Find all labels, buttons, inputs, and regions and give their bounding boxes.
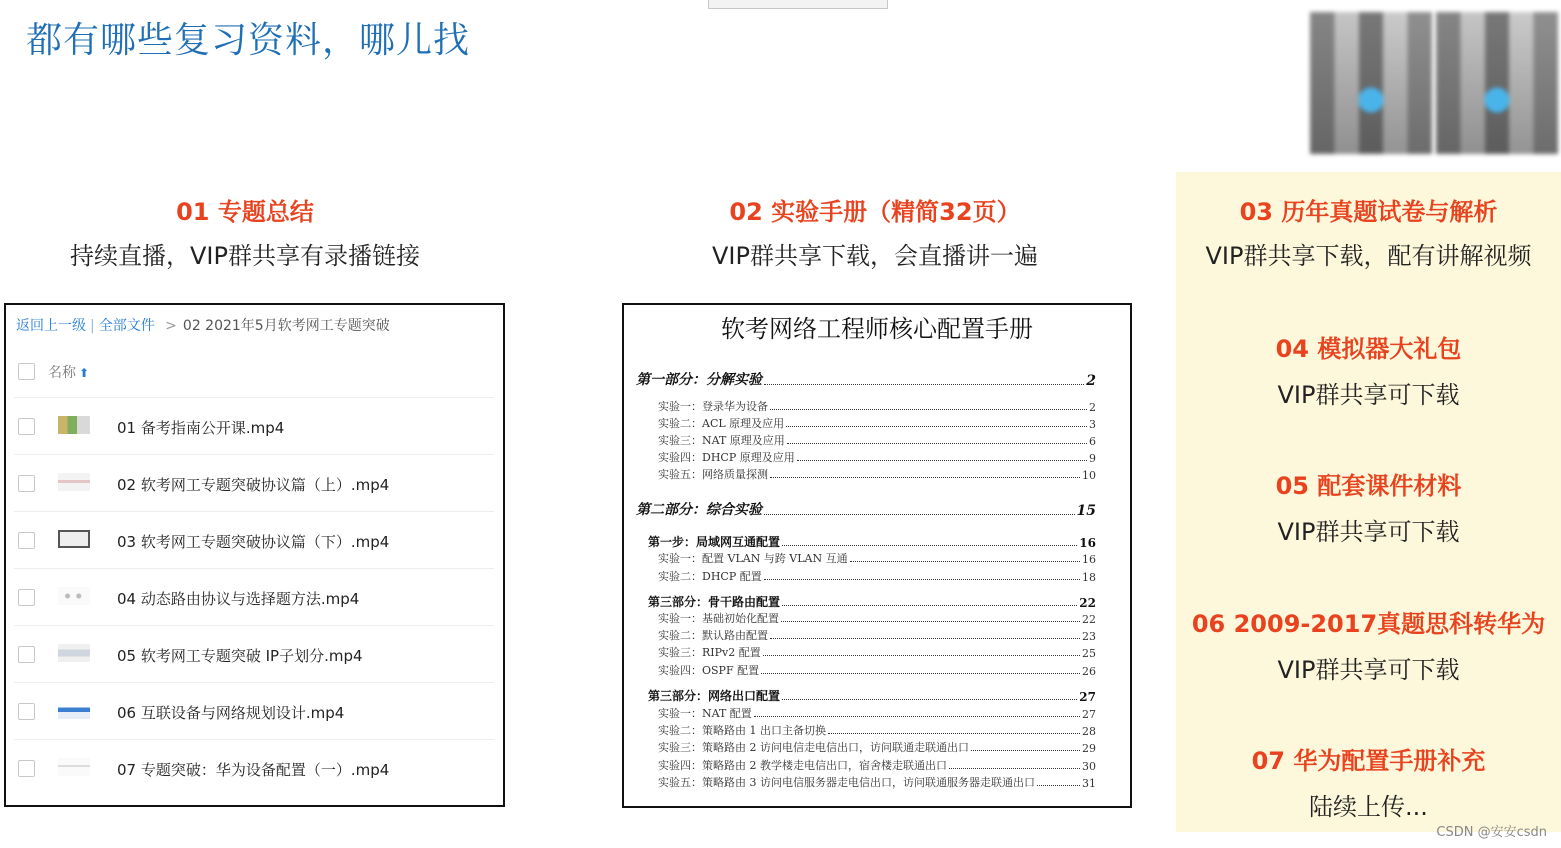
toc-entry [658, 757, 1096, 773]
toc-leader [797, 460, 1087, 461]
toc-leader [949, 768, 1080, 769]
file-row[interactable] [14, 397, 494, 454]
file-browser-panel [4, 303, 505, 807]
toc-entry [658, 662, 1096, 678]
file-checkbox[interactable] [18, 646, 35, 663]
toc-page-number: 3 [1089, 418, 1096, 431]
file-checkbox[interactable] [18, 760, 35, 777]
file-row[interactable] [14, 739, 494, 796]
toc-leader [764, 514, 1075, 515]
manual-toc-panel [622, 303, 1132, 808]
toc-page-number: 16 [1079, 536, 1096, 550]
toc-leader [770, 477, 1080, 478]
file-row[interactable] [14, 625, 494, 682]
subtitle-02: VIP群共享下载，会直播讲一遍 [712, 242, 1038, 270]
toc-leader [770, 638, 1080, 639]
subtitle-01: 持续直播，VIP群共享有录播链接 [70, 242, 420, 270]
toc-leader [764, 384, 1084, 385]
toc-entry [658, 722, 1096, 738]
file-name[interactable]: 01 备考指南公开课.mp4 [117, 419, 285, 437]
toc-entry [658, 627, 1096, 643]
toc-entry [658, 610, 1096, 626]
file-row[interactable] [14, 511, 494, 568]
toc-page-number: 16 [1082, 553, 1096, 566]
file-list-header [14, 359, 494, 389]
toc-page-number: 26 [1082, 665, 1096, 678]
heading-01: 01 专题总结 [176, 198, 314, 226]
toc-page-number: 29 [1082, 742, 1096, 755]
heading-07: 07 华为配置手册补充 [1251, 747, 1486, 775]
toc-entry-text: 第三部分：网络出口配置 [648, 689, 781, 703]
toc-leader [786, 426, 1087, 427]
file-row[interactable] [14, 568, 494, 625]
subtitle-04: VIP群共享可下载 [1277, 381, 1460, 409]
video-thumbnail-icon [58, 473, 90, 491]
toc-leader [770, 409, 1087, 410]
toc-leader [782, 545, 1077, 546]
subtitle-07: 陆续上传... [1309, 793, 1428, 821]
name-column-header[interactable]: 名称 [48, 365, 76, 381]
file-checkbox[interactable] [18, 703, 35, 720]
toc-entry [658, 398, 1096, 414]
toc-entry-text: 实验一：NAT 配置 [658, 707, 752, 720]
video-thumbnail-icon [58, 701, 90, 719]
file-name[interactable]: 03 软考网工专题突破协议篇（下）.mp4 [117, 533, 390, 551]
toc-entry-text: 实验一：登录华为设备 [658, 400, 768, 413]
file-list [14, 397, 494, 796]
video-thumbnail-icon [58, 644, 90, 662]
toc-entry [658, 705, 1096, 721]
breadcrumb: 返回上一级 | 全部文件 > 02 2021年5月软考网工专题突破 [16, 318, 390, 334]
toc-leader [787, 443, 1087, 444]
all-files-link[interactable]: 全部文件 [98, 318, 155, 334]
toc-entry [648, 687, 1096, 704]
file-checkbox[interactable] [18, 475, 35, 492]
toc-page-number: 9 [1089, 452, 1096, 465]
toc-entry-text: 第三部分：骨干路由配置 [648, 595, 781, 609]
subtitle-06: VIP群共享可下载 [1277, 656, 1460, 684]
toc-page-number: 23 [1082, 630, 1096, 643]
toc-entry-text: 实验二：默认路由配置 [658, 629, 768, 642]
toc-page-number: 31 [1082, 777, 1096, 790]
toc-entry-text: 实验三：NAT 原理及应用 [658, 434, 785, 447]
toc-page-number: 22 [1079, 596, 1096, 610]
video-thumbnail-icon [58, 416, 90, 434]
toc-page-number: 18 [1082, 571, 1096, 584]
toc-leader [971, 750, 1080, 751]
toc-leader [782, 605, 1077, 606]
toc-entry-text: 第二部分：综合实验 [636, 502, 762, 518]
file-name[interactable]: 07 专题突破：华为设备配置（一）.mp4 [117, 761, 390, 779]
toc-leader [828, 733, 1080, 734]
toc-entry-text: 实验一：配置 VLAN 与跨 VLAN 互通 [658, 552, 848, 565]
file-checkbox[interactable] [18, 532, 35, 549]
toc-entry-text: 实验一：基础初始化配置 [658, 612, 779, 625]
current-folder: 02 2021年5月软考网工专题突破 [182, 318, 390, 334]
watermark: CSDN @安安csdn [1436, 825, 1547, 840]
video-thumbnail-icon [58, 530, 90, 548]
toc-page-number: 2 [1089, 401, 1096, 414]
toc-leader [850, 561, 1080, 562]
toc-entry [658, 550, 1096, 566]
heading-06: 06 2009-2017真题思科转华为 [1191, 610, 1546, 638]
toc-page-number: 10 [1082, 469, 1096, 482]
toc-leader [781, 621, 1080, 622]
toc-entry-text: 实验五：网络质量探测 [658, 468, 768, 481]
subtitle-03: VIP群共享下载，配有讲解视频 [1205, 242, 1532, 270]
toc-page-number: 27 [1079, 690, 1096, 704]
toc-entry [658, 644, 1096, 660]
toc-entry-text: 实验二：DHCP 配置 [658, 570, 762, 583]
file-row[interactable] [14, 454, 494, 511]
toc-leader [761, 673, 1080, 674]
toc-entry [658, 568, 1096, 584]
toc-entry-text: 实验四：策略路由 2 教学楼走电信出口，宿舍楼走联通出口 [658, 759, 947, 772]
toc-page-number: 6 [1089, 435, 1096, 448]
toc-entry [658, 466, 1096, 482]
toc-entry-text: 实验三：策略路由 2 访问电信走电信出口，访问联通走联通出口 [658, 741, 969, 754]
toc-leader [763, 655, 1080, 656]
video-thumbnail-icon [58, 587, 90, 605]
toc-entry-text: 实验四：DHCP 原理及应用 [658, 451, 795, 464]
toc-leader [782, 699, 1077, 700]
toc-entry-text: 实验三：RIPv2 配置 [658, 646, 761, 659]
toc-page-number: 27 [1082, 708, 1096, 721]
back-link[interactable]: 返回上一级 [16, 318, 86, 334]
highlight-panel [1176, 172, 1561, 832]
toc-entry-text: 实验二：策略路由 1 出口主备切换 [658, 724, 826, 737]
page-title: 都有哪些复习资料，哪儿找 [26, 20, 471, 61]
toc-entry [658, 449, 1096, 465]
file-row[interactable] [14, 682, 494, 739]
video-thumbnail-icon [58, 758, 90, 776]
heading-03: 03 历年真题试卷与解析 [1239, 198, 1498, 226]
file-checkbox[interactable] [18, 418, 35, 435]
sort-up-arrow-icon[interactable]: ⬆ [79, 366, 90, 380]
file-name[interactable]: 04 动态路由协议与选择题方法.mp4 [117, 590, 360, 608]
toc-entry-text: 实验五：策略路由 3 访问电信服务器走电信出口，访问联通服务器走联通出口 [658, 776, 1035, 789]
top-tab [708, 0, 888, 9]
toc-page-number: 28 [1082, 725, 1096, 738]
toc-leader [1037, 785, 1080, 786]
toc-entry [658, 774, 1096, 790]
qr-code-icon [1436, 12, 1558, 154]
breadcrumb-separator: > [165, 318, 177, 334]
toc-page-number: 2 [1086, 373, 1096, 389]
toc-entry [648, 533, 1096, 550]
toc-entry [636, 499, 1096, 519]
toc-page-number: 30 [1082, 760, 1096, 773]
toc-page-number: 25 [1082, 647, 1096, 660]
file-name[interactable]: 02 软考网工专题突破协议篇（上）.mp4 [117, 476, 390, 494]
toc-entry-text: 第一部分：分解实验 [636, 372, 762, 388]
file-checkbox[interactable] [18, 589, 35, 606]
subtitle-05: VIP群共享可下载 [1277, 518, 1460, 546]
toc-entry [658, 432, 1096, 448]
file-name[interactable]: 05 软考网工专题突破 IP子划分.mp4 [117, 647, 363, 665]
qr-code-icon [1310, 12, 1432, 154]
toc-entry-text: 第一步：局域网互通配置 [648, 535, 781, 549]
toc-page-number: 15 [1076, 503, 1096, 519]
toc-leader [764, 579, 1080, 580]
heading-05: 05 配套课件材料 [1275, 472, 1462, 500]
select-all-checkbox[interactable] [18, 363, 35, 380]
toc-entry [658, 739, 1096, 755]
manual-title: 软考网络工程师核心配置手册 [721, 315, 1033, 343]
toc-leader [754, 716, 1080, 717]
heading-02: 02 实验手册（精简32页） [729, 198, 1021, 226]
toc-entry-text: 实验二：ACL 原理及应用 [658, 417, 785, 430]
heading-04: 04 模拟器大礼包 [1275, 335, 1462, 363]
toc-entry [658, 415, 1096, 431]
toc-entry [648, 593, 1096, 610]
toc-entry-text: 实验四：OSPF 配置 [658, 664, 760, 677]
file-name[interactable]: 06 互联设备与网络规划设计.mp4 [117, 704, 345, 722]
toc-page-number: 22 [1082, 613, 1096, 626]
toc-entry [636, 369, 1096, 389]
